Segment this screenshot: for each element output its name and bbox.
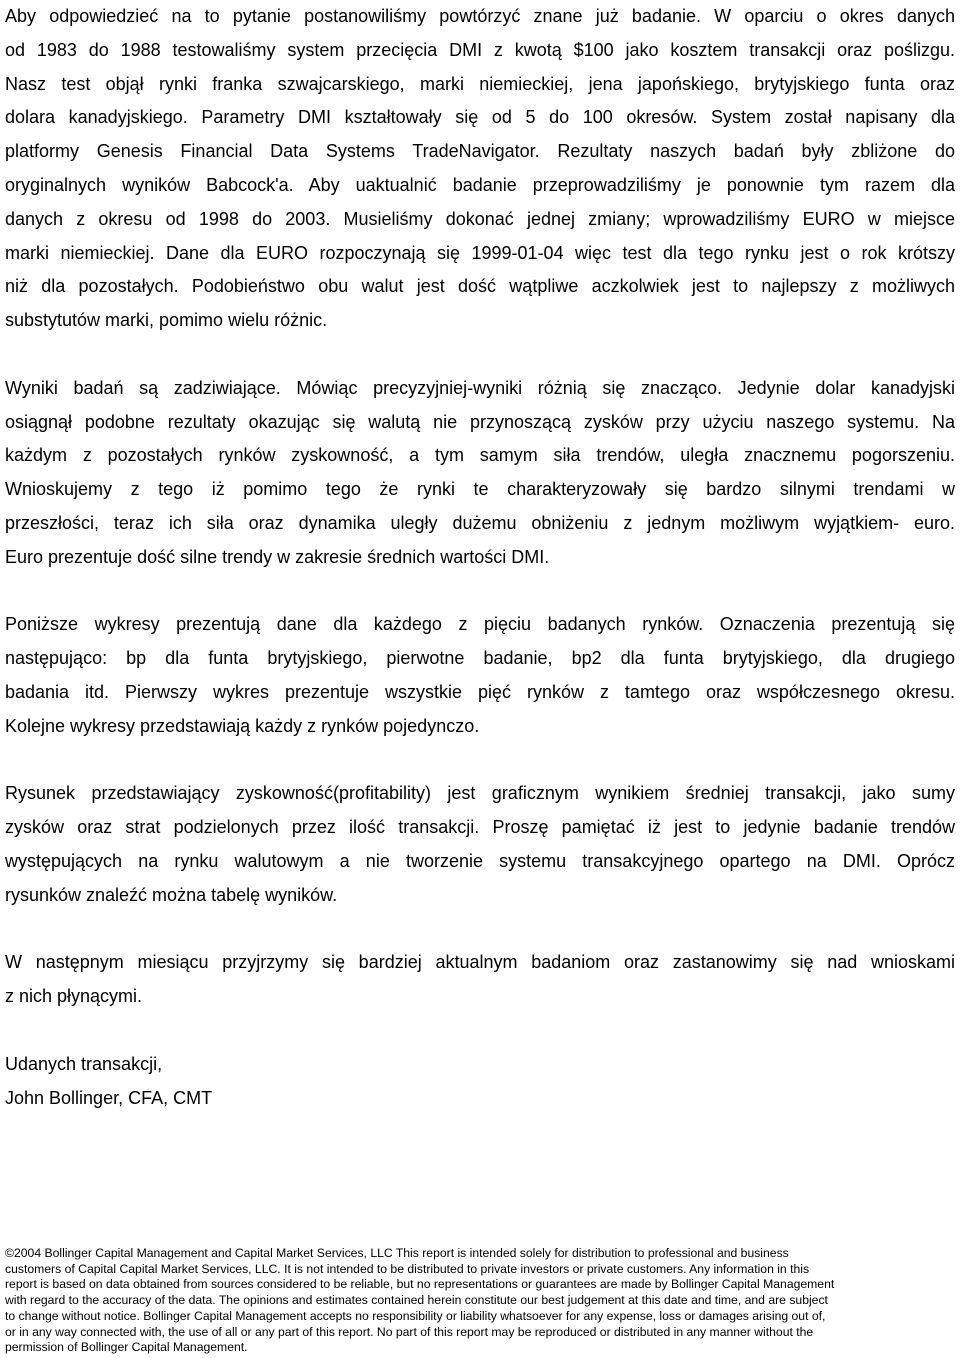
paragraph-line: Kolejne wykresy przedstawiają każdy z rynków pojedynczo. [5,715,480,736]
paragraph-line: Wyniki badań są zadziwiające. Mówiąc precyzyjniej-wyniki różnią się znacząco. Jedynie dolar kanadyjski [5,377,955,398]
paragraph [5,0,955,338]
paragraph-line: zysków oraz strat podzielonych przez ilość transakcji. Proszę pamiętać iż jest to jedynie badanie trendów [5,817,955,838]
paragraph-line: przeszłości, teraz ich siła oraz dynamika uległy dużemu obniżeniu z jednym możliwym wyjątkiem- euro. [5,512,955,533]
closing-text: Udanych transakcji, [5,1053,163,1074]
body-text [5,0,955,1048]
paragraph [5,372,955,575]
paragraph-line: Aby odpowiedzieć na to pytanie postanowiliśmy powtórzyć znane już badanie. W oparciu o okres danych [5,6,955,26]
footer-line: ©2004 Bollinger Capital Management and Capital Market Services, LLC This report is intended solely for distribution to professional and business [5,1246,789,1260]
paragraph-spacer [5,575,955,609]
paragraph-line: od 1983 do 1988 testowaliśmy system przecięcia DMI z kwotą $100 jako kosztem transakcji oraz poślizgu. [5,39,955,60]
paragraph [5,777,955,912]
footer-line: customers of Capital Capital Market Services, LLC. It is not intended to be distributed to private investors or private customers. Any information in this [5,1261,810,1276]
paragraph-line: Rysunek przedstawiający zyskowność(profitability) jest graficznym wynikiem średniej transakcji, jako sumy [5,783,955,804]
paragraph-line: niż dla pozostałych. Podobieństwo obu walut jest dość wątpliwe aczkolwiek jest to najlepszy z możliwych [5,276,955,297]
copyright-footer [5,1246,955,1356]
footer-line: report is based on data obtained from sources considered to be reliable, but no representations or guarantees are made by Bollinger Capital Management [5,1277,835,1292]
paragraph-line: każdym z pozostałych rynków zyskowność, a tym samym siła trendów, uległa znacznemu pogorszeniu. [5,445,955,466]
paragraph [5,608,955,743]
paragraph-line: Poniższe wykresy prezentują dane dla każdego z pięciu badanych rynków. Oznaczenia prezentują się [5,614,955,635]
paragraph-line: platformy Genesis Financial Data Systems TradeNavigator. Rezultaty naszych badań były zbliżone do [5,141,955,162]
paragraph-line: danych z okresu od 1998 do 2003. Musieliśmy dokonać jednej zmiany; wprowadziliśmy EURO w miejsce [5,208,955,229]
paragraph-line: występujących na rynku walutowym a nie tworzenie systemu transakcyjnego opartego na DMI. Oprócz [5,850,955,871]
paragraph-line: Nasz test objął rynki franka szwajcarskiego, marki niemieckiej, jena japońskiego, brytyjskiego funta oraz [5,73,955,94]
footer-line: permission of Bollinger Capital Management. [5,1340,248,1355]
footer-line: or in any way connected with, the use of all or any part of this report. No part of this report may be reproduced or distributed in any manner without the [5,1324,814,1339]
paragraph-line: marki niemieckiej. Dane dla EURO rozpoczynają się 1999-01-04 więc test dla tego rynku jest o rok krótszy [5,242,955,263]
paragraph-spacer [5,1014,955,1048]
paragraph-line: Euro prezentuje dość silne trendy w zakresie średnich wartości DMI. [5,546,550,567]
paragraph-line: W następnym miesiącu przyjrzymy się bardziej aktualnym badaniom oraz zastanowimy się nad wnioskami [5,952,955,973]
paragraph-line: badania itd. Pierwszy wykres prezentuje wszystkie pięć rynków z tamtego oraz współczesnego okresu. [5,681,955,702]
paragraph-spacer [5,744,955,778]
footer-line: with regard to the accuracy of the data. The opinions and estimates contained herein constitute our best judgement at this date and time, and are subject [5,1293,828,1308]
document-page [5,0,955,1115]
paragraph [5,946,955,1014]
paragraph-spacer [5,913,955,947]
footer-line: to change without notice. Bollinger Capital Management accepts no responsibility or liability whatsoever for any expense, loss or damages arising out of, [5,1308,826,1323]
paragraph-spacer [5,338,955,372]
paragraph-line: Wnioskujemy z tego iż pomimo tego że rynki te charakteryzowały się bardzo silnymi trendami w [5,479,955,500]
paragraph-line: substytutów marki, pomimo wielu różnic. [5,310,328,331]
paragraph-line: oryginalnych wyników Babcock'a. Aby uaktualnić badanie przeprowadziliśmy je ponownie tym razem dla [5,174,955,195]
paragraph-line: osiągnął podobne rezultaty okazując się walutą nie przynoszącą zysków przy użyciu naszego systemu. Na [5,411,955,432]
paragraph-line: następująco: bp dla funta brytyjskiego, pierwotne badanie, bp2 dla funta brytyjskiego, dla drugiego [5,648,955,669]
closing-block [5,1048,955,1116]
paragraph-line: z nich płynącymi. [5,986,143,1007]
paragraph-line: dolara kanadyjskiego. Parametry DMI kształtowały się od 5 do 100 okresów. System został napisany dla [5,107,955,128]
signature: John Bollinger, CFA, CMT [5,1087,213,1108]
paragraph-line: rysunków znaleźć można tabelę wyników. [5,884,338,905]
